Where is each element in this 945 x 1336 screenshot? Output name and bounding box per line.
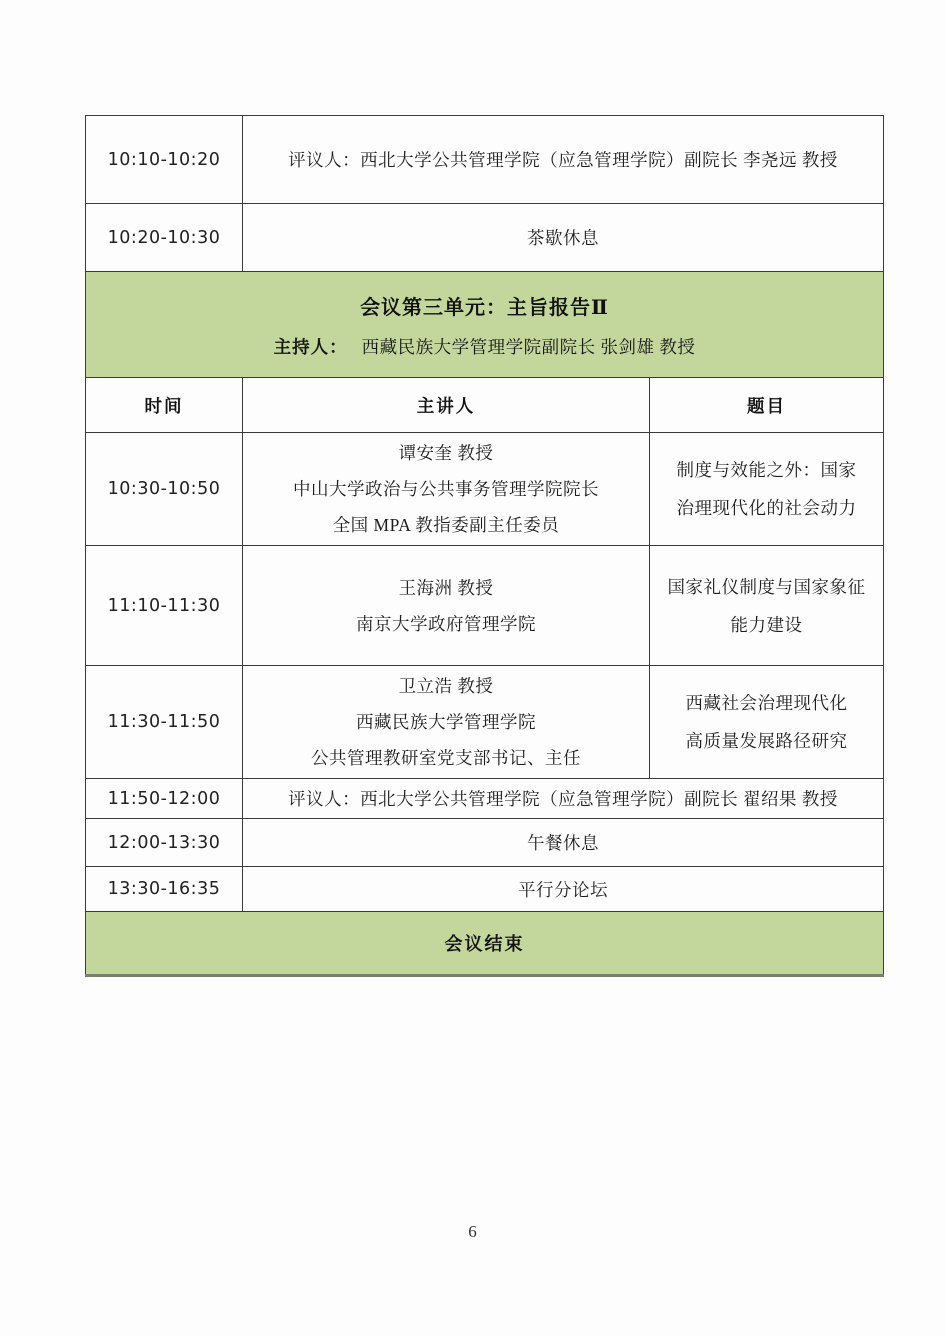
table-row <box>86 272 884 378</box>
table-row <box>86 912 884 976</box>
section-host <box>92 334 877 359</box>
time-cell: 11:10-11:30 <box>86 546 243 666</box>
topic-line: 高质量发展路径研究 <box>685 731 848 751</box>
topic-cell <box>650 546 884 666</box>
topic-line: 治理现代化的社会动力 <box>676 498 857 518</box>
table-row <box>86 433 884 546</box>
speaker-cell <box>243 666 650 779</box>
table-row <box>86 779 884 819</box>
page-number: 6 <box>468 1222 477 1241</box>
table-header-row <box>86 378 884 433</box>
column-header-speaker: 主讲人 <box>243 378 650 433</box>
topic-line: 西藏社会治理现代化 <box>685 693 848 713</box>
tea-break-cell: 茶歇休息 <box>243 204 884 272</box>
host-label: 主持人： <box>273 336 348 357</box>
table-row <box>86 867 884 912</box>
time-cell: 12:00-13:30 <box>86 819 243 867</box>
speaker-name: 王海洲 教授 <box>398 577 494 598</box>
table-row <box>86 546 884 666</box>
topic-line: 国家礼仪制度与国家象征 <box>667 576 866 597</box>
discussant-cell: 评议人：西北大学公共管理学院（应急管理学院）副院长 翟绍果 教授 <box>243 779 884 819</box>
topic-cell <box>650 433 884 546</box>
host-name: 西藏民族大学管理学院副院长 张剑雄 教授 <box>361 336 696 357</box>
time-cell: 10:30-10:50 <box>86 433 243 546</box>
speaker-affiliation: 中山大学政治与公共事务管理学院院长 <box>293 479 599 499</box>
speaker-affiliation: 西藏民族大学管理学院 <box>356 712 536 732</box>
time-cell: 11:30-11:50 <box>86 666 243 779</box>
table-row <box>86 666 884 779</box>
speaker-affiliation: 全国 MPA 教指委副主任委员 <box>332 515 560 535</box>
topic-line: 能力建设 <box>730 614 803 635</box>
time-cell: 13:30-16:35 <box>86 867 243 912</box>
table-row <box>86 819 884 867</box>
table-row <box>86 116 884 204</box>
time-cell: 10:20-10:30 <box>86 204 243 272</box>
speaker-affiliation: 南京大学政府管理学院 <box>356 613 536 634</box>
parallel-forum-cell: 平行分论坛 <box>243 867 884 912</box>
speaker-name: 卫立浩 教授 <box>398 676 494 696</box>
speaker-title: 公共管理教研室党支部书记、主任 <box>311 748 581 768</box>
end-banner: 会议结束 <box>86 912 884 976</box>
speaker-cell <box>243 433 650 546</box>
topic-cell <box>650 666 884 779</box>
lunch-break-cell: 午餐休息 <box>243 819 884 867</box>
time-cell: 11:50-12:00 <box>86 779 243 819</box>
section-banner <box>86 272 884 378</box>
topic-line: 制度与效能之外：国家 <box>676 460 857 480</box>
discussant-cell: 评议人：西北大学公共管理学院（应急管理学院）副院长 李尧远 教授 <box>243 116 884 204</box>
conference-schedule-table <box>85 115 884 977</box>
table-row <box>86 204 884 272</box>
speaker-name: 谭安奎 教授 <box>398 443 494 463</box>
speaker-cell <box>243 546 650 666</box>
column-header-topic: 题目 <box>650 378 884 433</box>
section-title: 会议第三单元：主旨报告Ⅱ <box>360 296 609 319</box>
time-cell: 10:10-10:20 <box>86 116 243 204</box>
column-header-time: 时间 <box>86 378 243 433</box>
